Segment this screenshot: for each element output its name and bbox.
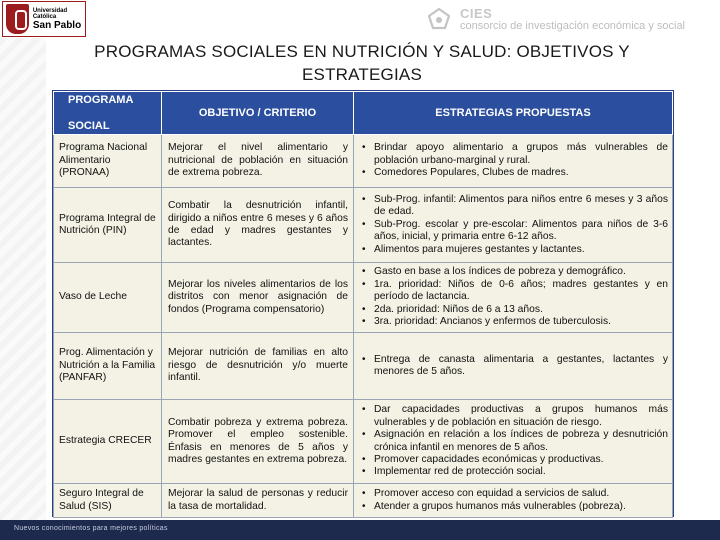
objective-cell: Mejorar los niveles alimentarios de los distritos con menor asignación de fondos (Programa compensatorio) [162,263,354,333]
top-header [0,0,720,38]
strategy-item: • Sub-Prog. escolar y pre-escolar: Alimentos para niños de 3-6 años, inicial, y primaria entre 6-12 años. [374,219,668,244]
header-strategies: ESTRATEGIAS PROPUESTAS [354,92,673,135]
footer-tagline: Nuevos conocimientos para mejores políticas [14,525,168,532]
university-shield-icon [6,4,29,34]
objective-cell: Combatir la desnutrición infantil, dirigido a niños entre 6 meses y 6 años de edad y madres gestantes y lactantes. [162,188,354,263]
strategies-cell [354,400,673,484]
table-row [54,484,673,518]
university-name-big: San Pablo [32,19,82,31]
left-decorative-strip [0,38,46,520]
strategy-item: • Alimentos para mujeres gestantes y lactantes. [374,244,668,256]
strategies-cell [354,333,673,400]
table-header-row [54,92,673,135]
table-row [54,135,673,188]
program-cell: Programa Integral de Nutrición (PIN) [54,188,162,263]
header-program [54,92,162,135]
strategy-item: • Asignación en relación a los índices de pobreza y desnutrición crónica infantil en menores de 5 años. [374,429,668,454]
table-row [54,400,673,484]
program-cell: Seguro Integral de Salud (SIS) [54,484,162,518]
program-cell: Vaso de Leche [54,263,162,333]
strategy-item: • Dar capacidades productivas a grupos humanos más vulnerables y de población en situación de riesgo. [374,404,668,429]
header-program-line1: PROGRAMA [68,94,134,106]
strategy-item: • Entrega de canasta alimentaria a gestantes, lactantes y menores de 5 años. [374,354,668,379]
strategies-cell [354,188,673,263]
objective-cell: Combatir pobreza y extrema pobreza. Promover el empleo sostenible. Énfasis en menores de 5 años y madres gestantes en extrema pobreza. [162,400,354,484]
table-row [54,333,673,400]
strategy-item: • 2da. prioridad: Niños de 6 a 13 años. [374,304,668,316]
strategy-item: • Comedores Populares, Clubes de madres. [374,167,668,179]
strategy-item: • Sub-Prog. infantil: Alimentos para niños entre 6 meses y 3 años de edad. [374,194,668,219]
objective-cell: Mejorar la salud de personas y reducir la tasa de mortalidad. [162,484,354,518]
strategy-item: • Brindar apoyo alimentario a grupos más vulnerables de población urbano-marginal y rural. [374,142,668,167]
strategy-item: • Promover acceso con equidad a servicios de salud. [374,488,668,500]
strategy-item: • 3ra. prioridad: Ancianos y enfermos de tuberculosis. [374,316,668,328]
table-row [54,263,673,333]
strategy-item: • Atender a grupos humanos más vulnerables (pobreza). [374,501,668,513]
strategy-item: • Promover capacidades económicas y productivas. [374,454,668,466]
header-program-line2: SOCIAL [68,120,110,132]
slide-title: PROGRAMAS SOCIALES EN NUTRICIÓN Y SALUD: OBJETIVOS Y ESTRATEGIAS [94,42,630,84]
cies-emblem-icon [428,8,450,30]
program-cell: Estrategia CRECER [54,400,162,484]
cies-full-name: consorcio de investigación económica y social [460,19,686,32]
header-objective: OBJETIVO / CRITERIO [162,92,354,135]
program-cell: Prog. Alimentación y Nutrición a la Familia (PANFAR) [54,333,162,400]
program-cell: Programa Nacional Alimentario (PRONAA) [54,135,162,188]
strategy-item: • Gasto en base a los índices de pobreza y demográfico. [374,266,668,278]
objective-cell: Mejorar el nivel alimentario y nutricional de población en situación de extrema pobreza. [162,135,354,188]
footer-band [0,520,720,540]
strategy-item: • Implementar red de protección social. [374,466,668,478]
table-row [54,188,673,263]
university-name-small: Universidad Católica [32,7,68,20]
objective-cell: Mejorar nutrición de familias en alto riesgo de desnutrición y/o muerte infantil. [162,333,354,400]
university-logo [2,1,86,37]
programs-table [52,90,674,517]
strategies-cell [354,484,673,518]
cies-logo [428,4,685,34]
strategy-item: • 1ra. prioridad: Niños de 0-6 años; madres gestantes y en período de lactancia. [374,279,668,304]
strategies-cell [354,135,673,188]
strategies-cell [354,263,673,333]
cies-abbreviation: CIES [460,5,493,21]
